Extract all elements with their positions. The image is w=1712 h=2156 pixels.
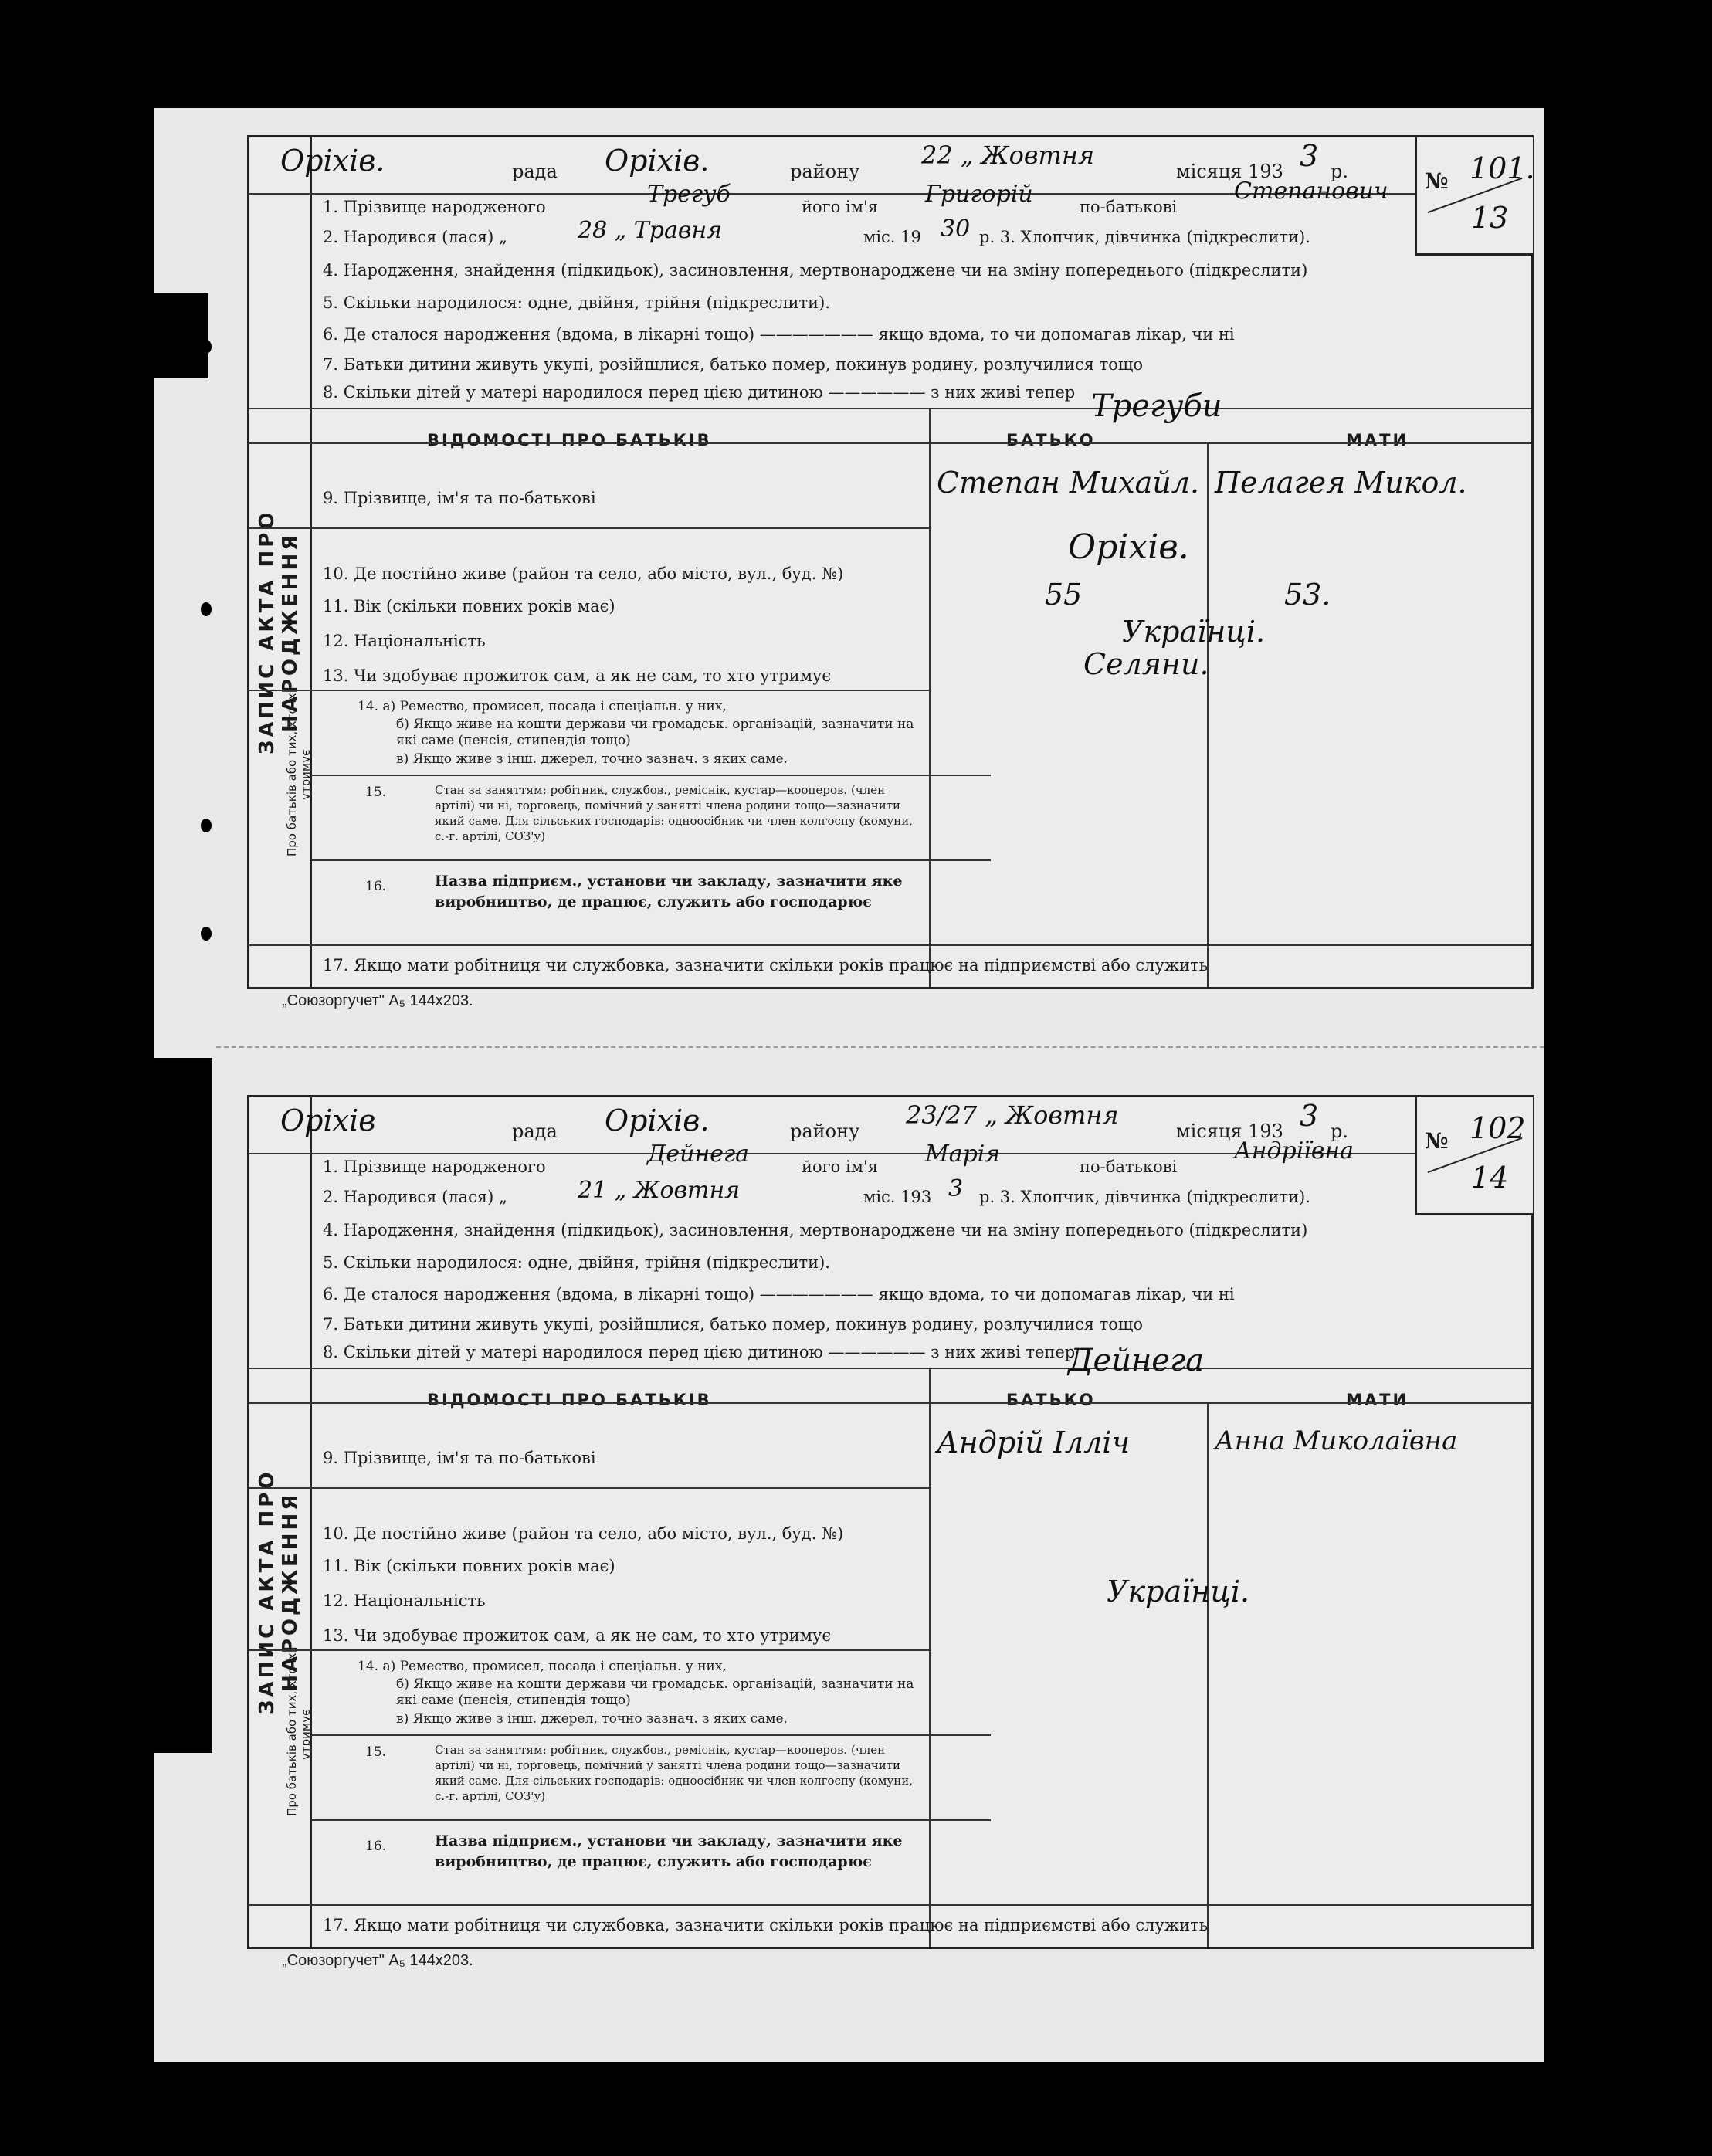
line-8: 8. Скільки дітей у матері народилося перед цією дитиною —————— з них живі тепер bbox=[323, 383, 1076, 402]
question-13: 13. Чи здобуває прожиток сам, а як не сам, то хто утримує bbox=[323, 666, 832, 685]
surname-handwritten: Дейнега bbox=[647, 1141, 750, 1168]
number-sign: № bbox=[1425, 168, 1449, 194]
mother-column-header: МАТИ bbox=[1346, 1391, 1409, 1409]
line-2-sex: р. 3. Хлопчик, дівчинка (підкреслити). bbox=[979, 228, 1310, 246]
year-suffix: р. bbox=[1331, 1120, 1348, 1142]
month-label: місяця 193 bbox=[1176, 1120, 1283, 1142]
question-12: 12. Національність bbox=[323, 1592, 486, 1610]
question-16-text: Назва підприєм., установи чи закладу, зазначити яке виробництво, де працює, служить або господарює bbox=[435, 873, 903, 910]
number-sign: № bbox=[1425, 1128, 1449, 1154]
mother-age-handwritten: 53. bbox=[1284, 578, 1331, 612]
punch-hole bbox=[201, 1266, 212, 1280]
rada-label: рада bbox=[512, 161, 558, 182]
punch-hole bbox=[201, 602, 212, 616]
printer-footer: „Союзоргучет" А₅ 144х203. bbox=[282, 992, 473, 1009]
patronymic-handwritten: Андріївна bbox=[1234, 1137, 1354, 1164]
residence-handwritten: Оріхів. bbox=[1068, 527, 1189, 567]
parents-surname-handwritten: Трегуби bbox=[1091, 388, 1222, 424]
question-9: 9. Прізвище, ім'я та по-батькові bbox=[323, 1449, 596, 1467]
rule bbox=[311, 1734, 991, 1736]
side-subtitle: Про батьків або тих, хто їх утримує bbox=[285, 693, 313, 856]
punch-hole bbox=[201, 1730, 212, 1744]
question-15-text: Стан за заняттям: робітник, службов., реміснік, кустар—кооперов. (член артілі) чи ні, торговець, помічний у занятті члена родини тощо—зазначити який саме. Для сільських господарів: одноосібник чи член колгоспу (комуни, с.-г. артілі, СОЗ'у) bbox=[435, 783, 913, 843]
rule bbox=[249, 442, 1531, 444]
council-handwritten: Оріхів. bbox=[280, 144, 385, 178]
district-handwritten: Оріхів. bbox=[605, 144, 710, 178]
question-14a: 14. а) Ремество, промисел, посада і спеціальн. у них, bbox=[358, 699, 727, 714]
nationality-handwritten: Українці. bbox=[1122, 615, 1266, 649]
birth-record-2 bbox=[247, 1095, 1534, 1949]
side-column bbox=[248, 137, 312, 987]
question-9: 9. Прізвище, ім'я та по-батькові bbox=[323, 489, 596, 507]
line-4: 4. Народження, знайдення (підкидьок), засиновлення, мертвонароджене чи на зміну попереднього (підкреслити) bbox=[323, 261, 1308, 280]
question-17: 17. Якщо мати робітниця чи службовка, зазначити скільки років працює на підприємстві або служить bbox=[323, 956, 1209, 975]
punch-hole bbox=[201, 1529, 212, 1543]
name-handwritten: Григорій bbox=[925, 181, 1033, 208]
raion-label: району bbox=[790, 161, 860, 182]
line-1-label: 1. Прізвище народженого bbox=[323, 198, 546, 216]
living-handwritten: Селяни. bbox=[1083, 647, 1209, 681]
rule bbox=[249, 1402, 1531, 1404]
raion-label: району bbox=[790, 1120, 860, 1142]
line-4: 4. Народження, знайдення (підкидьок), засиновлення, мертвонароджене чи на зміну попереднього (підкреслити) bbox=[323, 1221, 1308, 1239]
line-2-sex: р. 3. Хлопчик, дівчинка (підкреслити). bbox=[979, 1188, 1310, 1206]
printer-footer: „Союзоргучет" А₅ 144х203. bbox=[282, 1952, 473, 1969]
council-handwritten: Оріхів bbox=[280, 1103, 376, 1137]
question-15: 15. bbox=[365, 1744, 387, 1760]
punch-hole bbox=[201, 927, 212, 941]
record-subnumber: 13 bbox=[1471, 201, 1509, 235]
question-15-text: Стан за заняттям: робітник, службов., реміснік, кустар—кооперов. (член артілі) чи ні, торговець, помічний у занятті члена родини тощо—зазначити який саме. Для сільських господарів: одноосібник чи член колгоспу (комуни, с.-г. артілі, СОЗ'у) bbox=[435, 1743, 913, 1803]
rule bbox=[249, 1368, 1531, 1369]
record-number: 101. bbox=[1470, 151, 1535, 185]
punch-hole bbox=[201, 1081, 212, 1095]
father-age-handwritten: 55 bbox=[1045, 578, 1083, 612]
question-16: 16. bbox=[365, 879, 387, 894]
month-label: місяця 193 bbox=[1176, 161, 1283, 182]
year-handwritten: 3 bbox=[1300, 1099, 1319, 1133]
mother-name-handwritten: Анна Миколаївна bbox=[1215, 1425, 1458, 1456]
patronymic-label: по-батькові bbox=[1080, 198, 1178, 216]
rule bbox=[249, 408, 1531, 409]
district-handwritten: Оріхів. bbox=[605, 1103, 710, 1137]
line-7: 7. Батьки дитини живуть укупі, розійшлися, батько помер, покинув родину, розлучилися тощо bbox=[323, 355, 1144, 374]
line-2-label: 2. Народився (лася) „ bbox=[323, 228, 507, 246]
torn-edge bbox=[139, 1058, 212, 1753]
rule bbox=[249, 690, 929, 691]
question-12: 12. Національність bbox=[323, 632, 486, 650]
line-2-month: міс. 19 bbox=[863, 228, 921, 246]
line-8: 8. Скільки дітей у матері народилося перед цією дитиною —————— з них живі тепер bbox=[323, 1343, 1076, 1361]
father-column-header: БАТЬКО bbox=[1006, 431, 1096, 449]
father-column-header: БАТЬКО bbox=[1006, 1391, 1096, 1409]
year-suffix: р. bbox=[1331, 161, 1348, 182]
birth-year-handwritten: 3 bbox=[948, 1175, 964, 1202]
side-title: ЗАПИС АКТА ПРО НАРОДЖЕННЯ bbox=[256, 509, 302, 754]
question-14c: в) Якщо живе з інш. джерел, точно зазнач. з яких саме. bbox=[396, 1711, 788, 1727]
year-handwritten: 3 bbox=[1300, 139, 1319, 173]
question-10: 10. Де постійно живе (район та село, або місто, вул., буд. №) bbox=[323, 564, 844, 583]
question-15: 15. bbox=[365, 785, 387, 800]
question-13: 13. Чи здобуває прожиток сам, а як не сам, то хто утримує bbox=[323, 1626, 832, 1645]
line-2-label: 2. Народився (лася) „ bbox=[323, 1188, 507, 1206]
birth-record-1 bbox=[247, 135, 1534, 989]
date-handwritten: 23/27 „ Жовтня bbox=[906, 1100, 1119, 1130]
rule bbox=[311, 1819, 991, 1821]
line-6: 6. Де сталося народження (вдома, в лікарні тощо) ——————— якщо вдома, то чи допомагав лікар, чи ні bbox=[323, 325, 1235, 344]
cut-line bbox=[216, 1046, 1544, 1048]
line-5: 5. Скільки народилося: одне, двійня, трійня (підкреслити). bbox=[323, 1253, 830, 1272]
surname-handwritten: Трегуб bbox=[647, 181, 731, 208]
birth-date-handwritten: 28 „ Травня bbox=[578, 217, 722, 244]
birth-date-handwritten: 21 „ Жовтня bbox=[578, 1177, 741, 1204]
question-14a: 14. а) Ремество, промисел, посада і спеціальн. у них, bbox=[358, 1659, 727, 1674]
parents-surname-handwritten: Дейнега bbox=[1068, 1343, 1205, 1378]
mother-name-handwritten: Пелагея Микол. bbox=[1215, 466, 1467, 500]
nationality-handwritten: Українці. bbox=[1107, 1575, 1250, 1609]
perforated-margin bbox=[154, 108, 239, 2062]
rule bbox=[311, 859, 991, 861]
line-2-month: міс. 193 bbox=[863, 1188, 932, 1206]
name-handwritten: Марія bbox=[925, 1141, 1001, 1168]
rule bbox=[311, 775, 991, 776]
record-subnumber: 14 bbox=[1471, 1161, 1509, 1195]
punch-hole bbox=[201, 340, 212, 354]
question-11: 11. Вік (скільки повних років має) bbox=[323, 597, 615, 615]
side-column bbox=[248, 1097, 312, 1947]
rule bbox=[249, 944, 1531, 946]
question-16-text: Назва підприєм., установи чи закладу, зазначити яке виробництво, де працює, служить або господарює bbox=[435, 1832, 903, 1870]
line-5: 5. Скільки народилося: одне, двійня, трійня (підкреслити). bbox=[323, 293, 830, 312]
parents-section-title: ВІДОМОСТІ ПРО БАТЬКІВ bbox=[427, 1391, 712, 1409]
question-16: 16. bbox=[365, 1839, 387, 1854]
birth-year-handwritten: 30 bbox=[941, 215, 971, 242]
question-11: 11. Вік (скільки повних років має) bbox=[323, 1557, 615, 1575]
rule bbox=[249, 527, 929, 529]
side-title: ЗАПИС АКТА ПРО НАРОДЖЕННЯ bbox=[256, 1469, 302, 1714]
patronymic-handwritten: Степанович bbox=[1234, 178, 1388, 205]
question-14b: б) Якщо живе на кошти держави чи громадськ. організацій, зазначити на які саме (пенсія, стипендія тощо) bbox=[396, 717, 914, 748]
mother-column-header: МАТИ bbox=[1346, 431, 1409, 449]
date-handwritten: 22 „ Жовтня bbox=[921, 141, 1095, 170]
parents-section-title: ВІДОМОСТІ ПРО БАТЬКІВ bbox=[427, 431, 712, 449]
question-14c: в) Якщо живе з інш. джерел, точно зазнач. з яких саме. bbox=[396, 751, 788, 767]
question-10: 10. Де постійно живе (район та село, або місто, вул., буд. №) bbox=[323, 1524, 844, 1543]
rule bbox=[249, 1649, 929, 1651]
rule bbox=[249, 1904, 1531, 1906]
question-17: 17. Якщо мати робітниця чи службовка, зазначити скільки років працює на підприємстві або служить bbox=[323, 1916, 1209, 1934]
rule bbox=[249, 1487, 929, 1489]
line-6: 6. Де сталося народження (вдома, в лікарні тощо) ——————— якщо вдома, то чи допомагав лікар, чи ні bbox=[323, 1285, 1235, 1303]
punch-hole bbox=[201, 819, 212, 832]
record-number: 102 bbox=[1470, 1111, 1526, 1145]
name-label: його ім'я bbox=[802, 1158, 879, 1176]
father-name-handwritten: Андрій Ілліч bbox=[937, 1425, 1131, 1459]
question-14b: б) Якщо живе на кошти держави чи громадськ. організацій, зазначити на які саме (пенсія, стипендія тощо) bbox=[396, 1676, 914, 1708]
side-subtitle: Про батьків або тих, хто їх утримує bbox=[285, 1653, 313, 1816]
rada-label: рада bbox=[512, 1120, 558, 1142]
patronymic-label: по-батькові bbox=[1080, 1158, 1178, 1176]
father-name-handwritten: Степан Михайл. bbox=[937, 466, 1200, 500]
name-label: його ім'я bbox=[802, 198, 879, 216]
line-7: 7. Батьки дитини живуть укупі, розійшлися, батько помер, покинув родину, розлучилися тощо bbox=[323, 1315, 1144, 1334]
torn-edge bbox=[154, 293, 208, 378]
line-1-label: 1. Прізвище народженого bbox=[323, 1158, 546, 1176]
